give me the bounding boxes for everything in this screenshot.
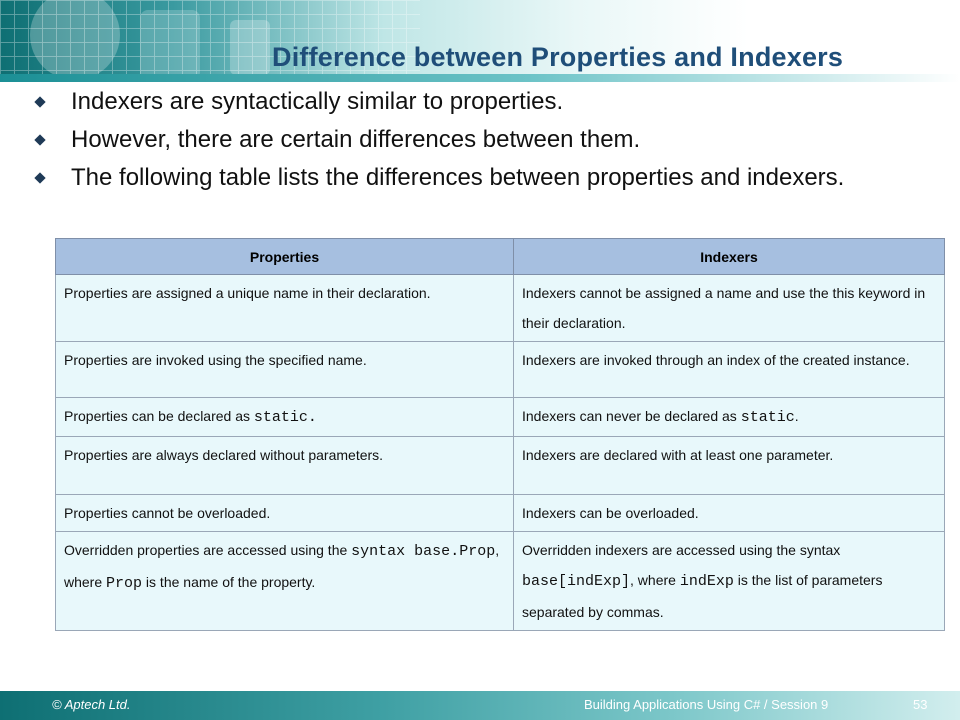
- slide-title: Difference between Properties and Indexers: [272, 42, 844, 72]
- table-row: [56, 342, 945, 398]
- bullet-list: [34, 88, 934, 202]
- indexers-cell: [514, 532, 945, 631]
- table-row: [56, 532, 945, 631]
- properties-cell: Properties cannot be overloaded.: [56, 495, 514, 532]
- copyright-text: © Aptech Ltd.: [52, 697, 131, 712]
- cell-text: , where: [630, 572, 680, 588]
- code-keyword: static: [740, 409, 795, 426]
- properties-cell: Properties are invoked using the specified name.: [56, 342, 514, 398]
- table-row: [56, 495, 945, 532]
- properties-cell: Properties are always declared without parameters.: [56, 437, 514, 495]
- indexers-cell: [514, 398, 945, 437]
- cell-text: is the name of the property.: [142, 574, 316, 590]
- cell-text: Overridden properties are accessed using the: [64, 542, 352, 558]
- indexers-cell: Indexers are declared with at least one parameter.: [514, 437, 945, 495]
- bullet-text: However, there are certain differences between them.: [71, 126, 641, 153]
- table-header-row: [56, 239, 945, 275]
- cell-text: Overridden indexers are accessed using the syntax: [522, 542, 841, 558]
- course-session-text: Building Applications Using C# / Session 9: [584, 697, 829, 712]
- column-header-indexers: Indexers: [514, 239, 945, 275]
- table-row: [56, 398, 945, 437]
- code-syntax: Prop: [106, 575, 143, 592]
- code-syntax: indExp: [679, 573, 734, 590]
- code-syntax: base[indExp]: [522, 573, 631, 590]
- cell-text: Properties can be declared as: [64, 408, 254, 424]
- bullet-diamond-icon: [34, 96, 45, 107]
- bullet-diamond-icon: [34, 172, 45, 183]
- banner-bottom-bar: [0, 74, 960, 82]
- bullet-item: [34, 88, 934, 116]
- cell-text: is the list of parameters separated by commas.: [522, 572, 883, 620]
- cell-text: .: [794, 408, 799, 424]
- comparison-table: [55, 238, 945, 631]
- cell-text: , where: [64, 542, 500, 590]
- cell-text: Indexers can never be declared as: [522, 408, 741, 424]
- page-number: 53: [913, 697, 928, 712]
- bullet-text: The following table lists the differences between properties and indexers.: [71, 164, 845, 191]
- indexers-cell: Indexers can be overloaded.: [514, 495, 945, 532]
- properties-cell: Properties are assigned a unique name in their declaration.: [56, 275, 514, 342]
- bullet-diamond-icon: [34, 134, 45, 145]
- table-row: [56, 275, 945, 342]
- indexers-cell: Indexers are invoked through an index of the created instance.: [514, 342, 945, 398]
- bullet-item: [34, 164, 934, 192]
- banner-decoration-device: [140, 10, 200, 80]
- indexers-cell: Indexers cannot be assigned a name and use the this keyword in their declaration.: [514, 275, 945, 342]
- properties-cell: [56, 532, 514, 631]
- column-header-properties: Properties: [56, 239, 514, 275]
- properties-cell: [56, 398, 514, 437]
- code-syntax: syntax base.Prop: [351, 543, 496, 560]
- banner-decoration-phone: [230, 20, 270, 75]
- bullet-item: [34, 126, 934, 154]
- table-row: [56, 437, 945, 495]
- bullet-text: Indexers are syntactically similar to properties.: [71, 88, 564, 115]
- footer-bar: [0, 691, 960, 720]
- code-keyword: static.: [253, 409, 317, 426]
